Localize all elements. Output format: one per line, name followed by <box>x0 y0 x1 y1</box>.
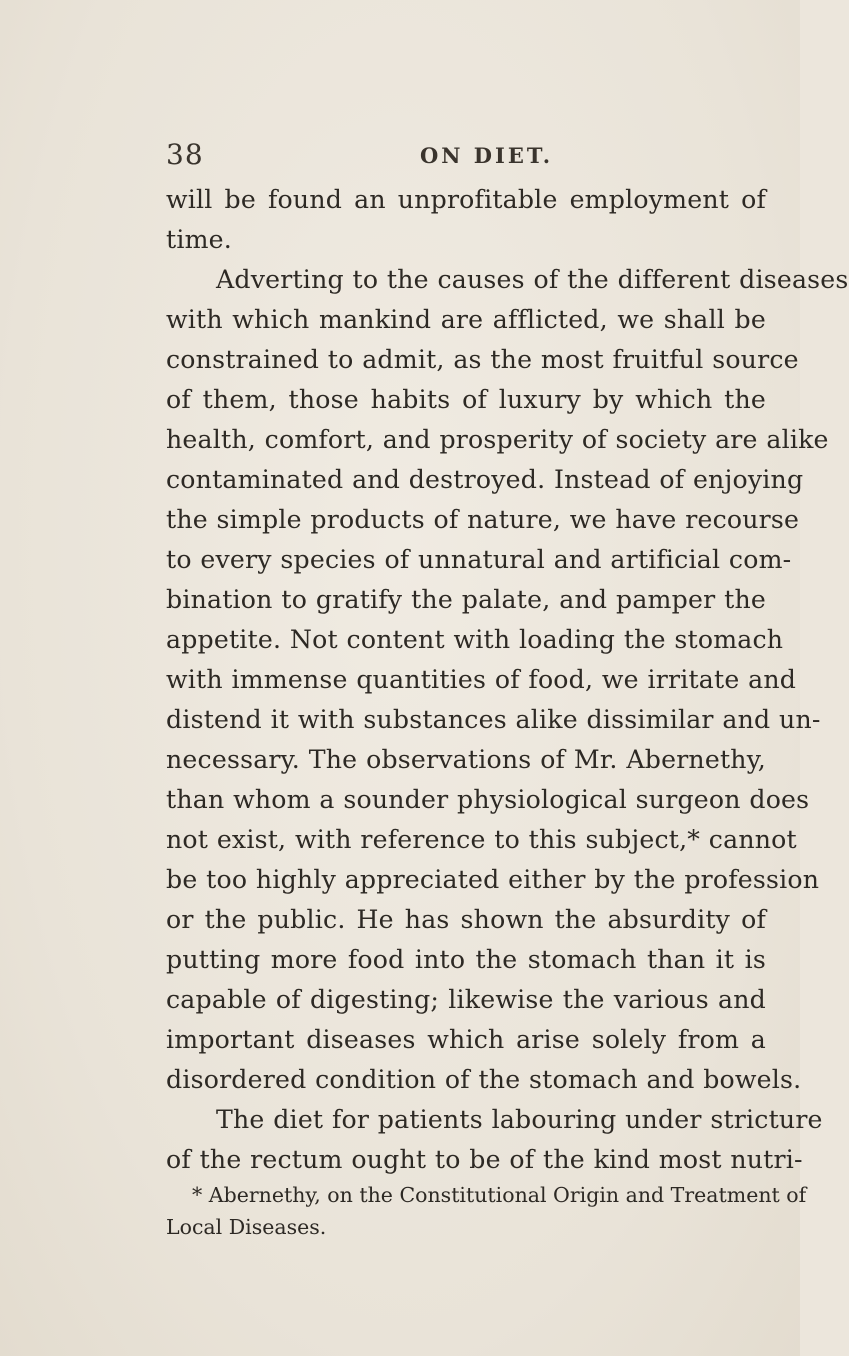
text-line: bination to gratify the palate, and pamper the <box>166 585 766 614</box>
text-line: contaminated and destroyed. Instead of enjoying <box>166 465 804 494</box>
running-head <box>166 138 766 178</box>
text-line: of the rectum ought to be of the kind most nutri- <box>166 1145 803 1174</box>
text-line: with which mankind are afflicted, we shall be <box>166 305 766 334</box>
text-line: necessary. The observations of Mr. Abernethy, <box>166 745 766 774</box>
footnote-line: * Abernethy, on the Constitutional Origin and Treatment of <box>192 1183 807 1207</box>
text-line: health, comfort, and prosperity of society are alike <box>166 425 829 454</box>
text-line: capable of digesting; likewise the various and <box>166 985 766 1014</box>
text-line: with immense quantities of food, we irritate and <box>166 665 797 694</box>
text-line: of them, those habits of luxury by which the <box>166 385 766 414</box>
text-line: to every species of unnatural and artificial com- <box>166 545 792 574</box>
running-title: ON DIET. <box>420 143 554 168</box>
text-line: disordered condition of the stomach and bowels. <box>166 1065 802 1094</box>
text-line: appetite. Not content with loading the stomach <box>166 625 784 654</box>
text-line: The diet for patients labouring under stricture <box>216 1105 823 1134</box>
text-line: not exist, with reference to this subject,* cannot <box>166 825 797 854</box>
text-line: putting more food into the stomach than it is <box>166 945 766 974</box>
text-line: important diseases which arise solely from a <box>166 1025 766 1054</box>
body-text <box>166 180 849 1180</box>
text-line: be too highly appreciated either by the profession <box>166 865 820 894</box>
text-line: constrained to admit, as the most fruitful source <box>166 345 799 374</box>
text-line: the simple products of nature, we have recourse <box>166 505 800 534</box>
text-line: time. <box>166 225 232 254</box>
text-line: or the public. He has shown the absurdity of <box>166 905 766 934</box>
text-line: will be found an unprofitable employment of <box>166 185 766 214</box>
footnote-line: Local Diseases. <box>166 1215 327 1239</box>
page-number: 38 <box>166 138 204 171</box>
footnote <box>166 1179 807 1243</box>
text-line: than whom a sounder physiological surgeon does <box>166 785 810 814</box>
text-line: distend it with substances alike dissimilar and un- <box>166 705 821 734</box>
text-line: Adverting to the causes of the different diseases <box>216 265 849 294</box>
